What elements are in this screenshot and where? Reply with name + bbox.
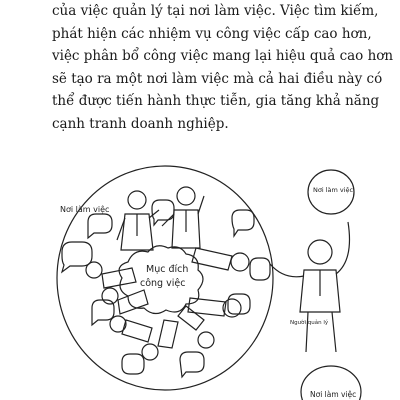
- speech-bubble: [88, 214, 112, 238]
- paragraph-line-1: của việc quản lý tại nơi làm việc. Việc tìm kiếm,: [52, 3, 379, 19]
- worker-figure: [117, 191, 159, 250]
- worker-figure: [192, 248, 249, 271]
- speech-bubble: [62, 242, 92, 272]
- worker-figure: [162, 187, 204, 248]
- speech-bubble: [232, 210, 254, 236]
- center-bubble-line-2: công việc: [140, 278, 186, 289]
- center-bubble-line-1: Mục đích: [146, 264, 189, 275]
- workplace-label-bottom-right: Nơi làm việc: [310, 390, 357, 399]
- worker-figure: [110, 316, 152, 342]
- workplace-label-left: Nơi làm việc: [60, 205, 110, 214]
- paragraph-line-2: phát hiện các nhiệm vụ công việc cấp cao hơn,: [52, 25, 372, 42]
- paragraph-line-6: cạnh tranh doanh nghiệp.: [52, 115, 229, 132]
- manager-label: Người quản lý: [290, 320, 329, 326]
- paragraph-line-5: thể được tiến hành thực tiễn, gia tăng khả năng: [52, 93, 380, 109]
- paragraph-line-3: việc phân bổ công việc mang lại hiệu quả cao hơn: [52, 48, 394, 64]
- workplace-label-top-right: Nơi làm việc: [313, 186, 354, 194]
- paragraph-line-4: sẽ tạo ra một nơi làm việc mà cả hai điều này có: [52, 70, 383, 87]
- speech-bubble: [250, 258, 270, 280]
- speech-bubble: [228, 294, 250, 314]
- manager-figure: [270, 222, 350, 352]
- speech-bubble: [180, 352, 204, 377]
- speech-bubble: [122, 354, 144, 374]
